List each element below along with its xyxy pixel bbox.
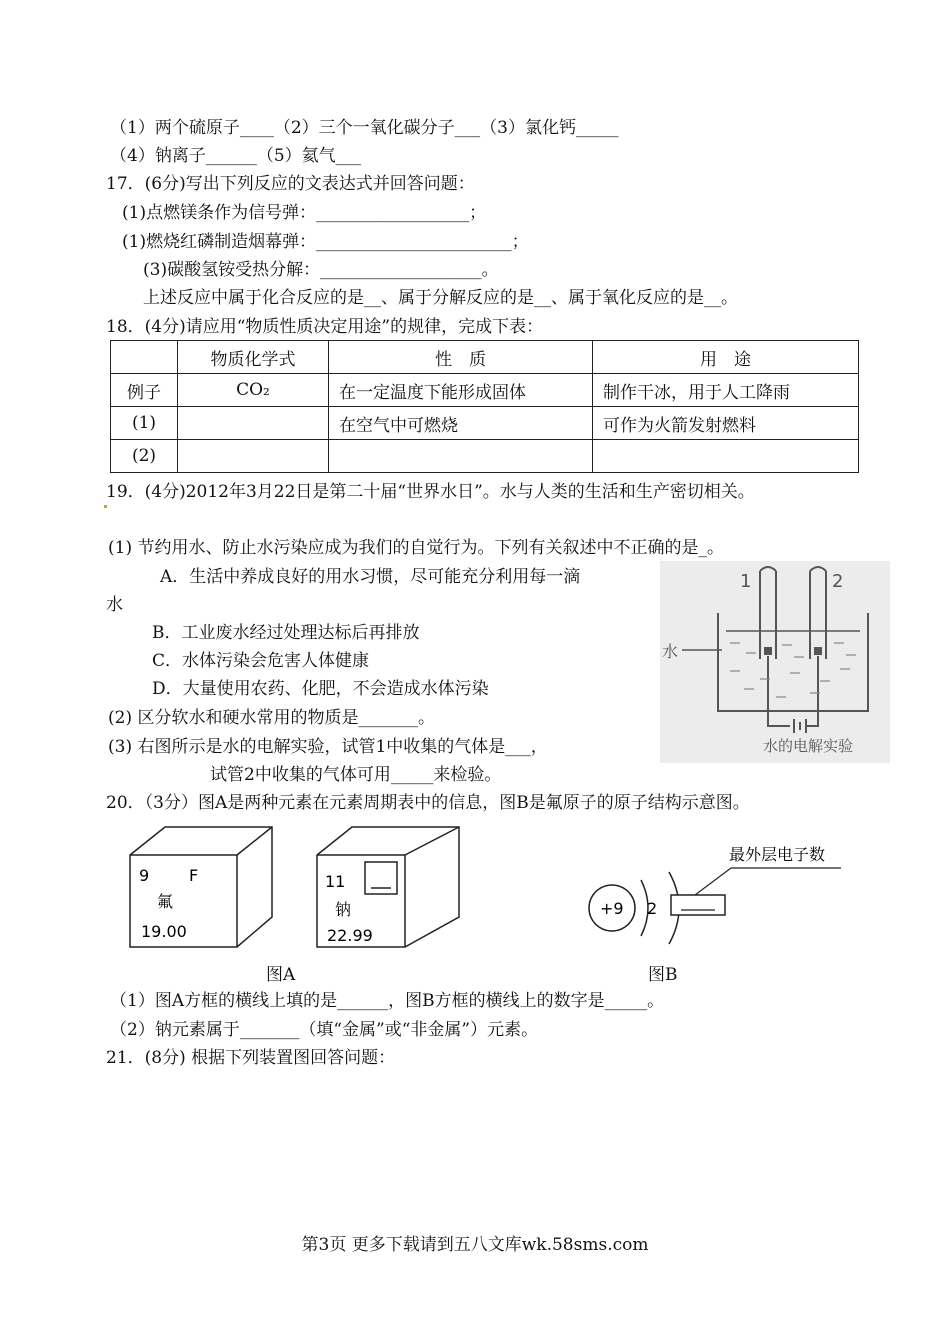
q20-part-2: （2）钠元素属于_______（填“金属”或“非金属”）元素。 (110, 1020, 539, 1040)
sodium-mass: 22.99 (327, 926, 373, 945)
q20-part-1: （1）图A方框的横线上填的是______，图B方框的横线上的数字是_____。 (110, 991, 665, 1011)
q19-part-2: (2) 区分软水和硬水常用的物质是_______。 (108, 708, 435, 728)
table-cell (178, 440, 329, 473)
q18-title: 18．(4分)请应用“物质性质决定用途”的规律，完成下表： (106, 317, 544, 337)
figure-a-caption: 图A (266, 965, 296, 985)
fluorine-mass: 19.00 (141, 922, 187, 941)
table-header-row (111, 341, 859, 374)
q17-item-1: (1)点燃镁条作为信号弹：__________________； (122, 203, 487, 223)
atom-diagram (585, 840, 855, 950)
table-cell: (1) (111, 407, 178, 440)
table-cell: 在一定温度下能形成固体 (329, 374, 593, 407)
table-row (111, 407, 859, 440)
table-cell: 在空气中可燃烧 (329, 407, 593, 440)
shell-1-electrons: 2 (647, 899, 658, 918)
q19-part-3-cont: 试管2中收集的气体可用_____来检验。 (210, 765, 502, 785)
table-cell (329, 440, 593, 473)
figure-a (125, 825, 485, 960)
q17-item-3: (3)碳酸氢铵受热分解：___________________。 (143, 260, 499, 280)
q16-line-1: （1）两个硫原子____（2）三个一氧化碳分子___（3）氯化钙_____ (110, 118, 619, 138)
q19-option-d: D．大量使用农药、化肥，不会造成水体污染 (152, 679, 489, 699)
q17-summary: 上述反应中属于化合反应的是__、属于分解反应的是__、属于氧化反应的是__。 (143, 288, 738, 308)
q17-item-2: (1)燃烧红磷制造烟幕弹：_______________________； (122, 232, 529, 252)
tube-2-label: 2 (832, 571, 844, 592)
tube-1-label: 1 (740, 571, 752, 592)
page-footer: 第3页 更多下载请到五八文库wk.58sms.com (301, 1235, 649, 1255)
figure-b (585, 840, 855, 955)
fluorine-name: 氟 (157, 892, 174, 911)
fluorine-symbol: F (189, 866, 199, 885)
q19-option-b: B．工业废水经过处理达标后再排放 (152, 623, 420, 643)
q19-option-a: A．生活中养成良好的用水习惯，尽可能充分利用每一滴 (160, 567, 581, 587)
sodium-name: 钠 (335, 900, 352, 919)
figure-b-caption: 图B (648, 965, 678, 985)
electrolysis-figure (660, 561, 890, 763)
table-header-cell: 性 质 (329, 341, 593, 374)
nucleus-charge: +9 (600, 899, 624, 918)
table-cell: 制作干冰，用于人工降雨 (593, 374, 859, 407)
q21-title: 21．(8分) 根据下列装置图回答问题： (106, 1048, 396, 1068)
table-row (111, 374, 859, 407)
table-cell: 例子 (111, 374, 178, 407)
stray-mark (104, 505, 107, 508)
electrolysis-caption: 水的电解实验 (763, 737, 854, 755)
water-label: 水 (662, 642, 679, 661)
electrolysis-diagram (660, 561, 890, 763)
q20-title: 20．（3分）图A是两种元素在元素周期表中的信息，图B是氟原子的原子结构示意图。 (106, 793, 750, 813)
element-boxes (125, 825, 485, 955)
table-cell: 可作为火箭发射燃料 (593, 407, 859, 440)
q19-part-1: (1) 节约用水、防止水污染应成为我们的自觉行为。下列有关叙述中不正确的是_。 (108, 538, 724, 558)
fluorine-number: 9 (139, 866, 150, 885)
table-row (111, 440, 859, 473)
sodium-number: 11 (325, 872, 346, 891)
outer-electron-label: 最外层电子数 (729, 845, 826, 864)
q19-part-3: (3) 右图所示是水的电解实验，试管1中收集的气体是___， (108, 737, 548, 757)
q19-option-c: C．水体污染会危害人体健康 (152, 651, 370, 671)
table-cell: (2) (111, 440, 178, 473)
property-table (110, 340, 859, 473)
q19-title: 19．(4分)2012年3月22日是第二十届“世界水日”。水与人类的生活和生产密切相关。 (106, 482, 755, 502)
q19-option-a-cont: 水 (106, 595, 123, 615)
q17-title: 17．(6分)写出下列反应的文表达式并回答问题： (106, 174, 475, 194)
table-cell (178, 407, 329, 440)
table-header-cell (111, 341, 178, 374)
table-cell: CO₂ (178, 374, 329, 407)
table-cell (593, 440, 859, 473)
table-header-cell: 物质化学式 (178, 341, 329, 374)
q16-line-2: （4）钠离子______（5）氦气___ (110, 146, 362, 166)
table-header-cell: 用 途 (593, 341, 859, 374)
